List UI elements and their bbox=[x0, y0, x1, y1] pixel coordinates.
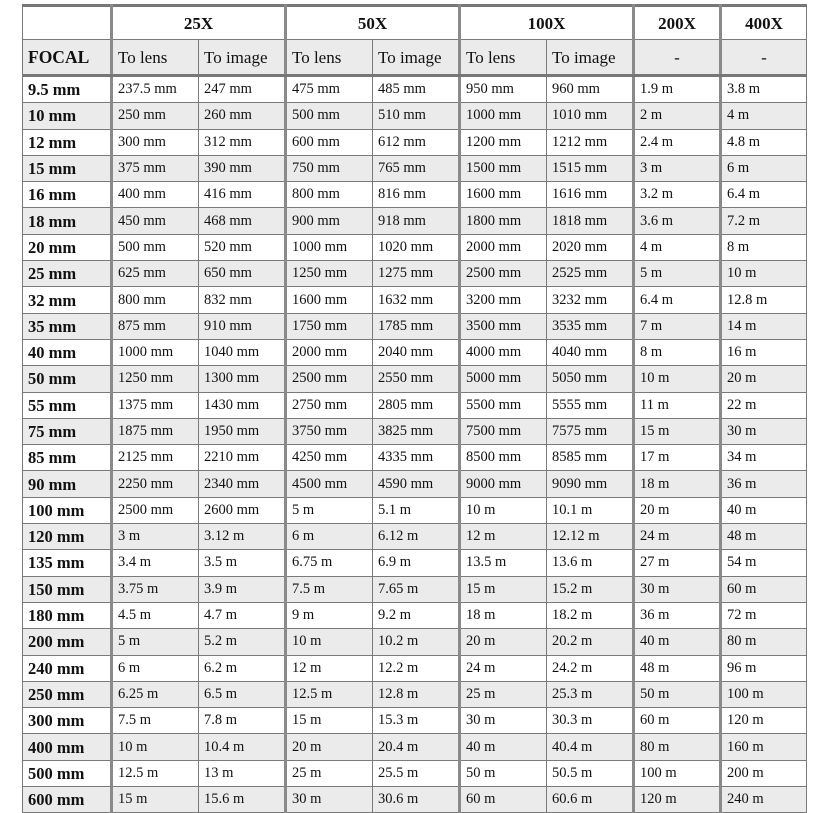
distance-cell: 1010 mm bbox=[547, 103, 634, 129]
distance-cell: 3.12 m bbox=[199, 524, 286, 550]
table-row bbox=[23, 103, 807, 129]
table-row bbox=[23, 445, 807, 471]
distance-cell: 1800 mm bbox=[460, 208, 547, 234]
distance-cell: 3.6 m bbox=[634, 208, 721, 234]
distance-cell: 1875 mm bbox=[112, 418, 199, 444]
group-header-50x: 50X bbox=[286, 6, 460, 40]
distance-cell: 30 m bbox=[721, 418, 807, 444]
sub-header-to-image: To image bbox=[199, 40, 286, 76]
distance-cell: 8585 mm bbox=[547, 445, 634, 471]
distance-cell: 24.2 m bbox=[547, 655, 634, 681]
distance-cell: 12.12 m bbox=[547, 524, 634, 550]
distance-cell: 2040 mm bbox=[373, 339, 460, 365]
distance-cell: 1750 mm bbox=[286, 313, 373, 339]
distance-cell: 6.5 m bbox=[199, 681, 286, 707]
distance-cell: 4 m bbox=[721, 103, 807, 129]
distance-cell: 20.4 m bbox=[373, 734, 460, 760]
distance-cell: 6 m bbox=[286, 524, 373, 550]
distance-cell: 2500 mm bbox=[286, 366, 373, 392]
focal-length-cell: 12 mm bbox=[23, 129, 112, 155]
distance-cell: 2340 mm bbox=[199, 471, 286, 497]
distance-cell: 10 m bbox=[286, 629, 373, 655]
distance-cell: 40 m bbox=[721, 497, 807, 523]
focal-distance-table-container bbox=[22, 4, 807, 813]
distance-cell: 1515 mm bbox=[547, 155, 634, 181]
distance-cell: 3.2 m bbox=[634, 182, 721, 208]
distance-cell: 625 mm bbox=[112, 261, 199, 287]
distance-cell: 1950 mm bbox=[199, 418, 286, 444]
distance-cell: 10 m bbox=[460, 497, 547, 523]
focal-length-cell: 40 mm bbox=[23, 339, 112, 365]
distance-cell: 7.65 m bbox=[373, 576, 460, 602]
distance-cell: 800 mm bbox=[112, 287, 199, 313]
distance-cell: 918 mm bbox=[373, 208, 460, 234]
distance-cell: 7500 mm bbox=[460, 418, 547, 444]
distance-cell: 13.6 m bbox=[547, 550, 634, 576]
sub-header-to-image: To image bbox=[547, 40, 634, 76]
distance-cell: 3.4 m bbox=[112, 550, 199, 576]
focal-length-cell: 50 mm bbox=[23, 366, 112, 392]
distance-cell: 765 mm bbox=[373, 155, 460, 181]
distance-cell: 612 mm bbox=[373, 129, 460, 155]
focal-length-cell: 32 mm bbox=[23, 287, 112, 313]
distance-cell: 3825 mm bbox=[373, 418, 460, 444]
table-row bbox=[23, 261, 807, 287]
distance-cell: 3.5 m bbox=[199, 550, 286, 576]
distance-cell: 960 mm bbox=[547, 76, 634, 103]
focal-length-cell: 240 mm bbox=[23, 655, 112, 681]
focal-distance-table bbox=[22, 4, 807, 813]
distance-cell: 2805 mm bbox=[373, 392, 460, 418]
table-row bbox=[23, 208, 807, 234]
focal-length-cell: 18 mm bbox=[23, 208, 112, 234]
distance-cell: 500 mm bbox=[286, 103, 373, 129]
distance-cell: 50 m bbox=[634, 681, 721, 707]
table-row bbox=[23, 708, 807, 734]
distance-cell: 510 mm bbox=[373, 103, 460, 129]
distance-cell: 2125 mm bbox=[112, 445, 199, 471]
distance-cell: 3535 mm bbox=[547, 313, 634, 339]
table-row bbox=[23, 734, 807, 760]
distance-cell: 96 m bbox=[721, 655, 807, 681]
distance-cell: 60 m bbox=[634, 708, 721, 734]
distance-cell: 390 mm bbox=[199, 155, 286, 181]
distance-cell: 8 m bbox=[634, 339, 721, 365]
distance-cell: 300 mm bbox=[112, 129, 199, 155]
distance-cell: 15.2 m bbox=[547, 576, 634, 602]
distance-cell: 5500 mm bbox=[460, 392, 547, 418]
focal-length-cell: 100 mm bbox=[23, 497, 112, 523]
distance-cell: 80 m bbox=[721, 629, 807, 655]
distance-cell: 3500 mm bbox=[460, 313, 547, 339]
group-header-100x: 100X bbox=[460, 6, 634, 40]
distance-cell: 650 mm bbox=[199, 261, 286, 287]
distance-cell: 1.9 m bbox=[634, 76, 721, 103]
distance-cell: 200 m bbox=[721, 760, 807, 786]
distance-cell: 5050 mm bbox=[547, 366, 634, 392]
focal-length-cell: 75 mm bbox=[23, 418, 112, 444]
distance-cell: 3.9 m bbox=[199, 576, 286, 602]
distance-cell: 6 m bbox=[112, 655, 199, 681]
distance-cell: 2000 mm bbox=[286, 339, 373, 365]
distance-cell: 7.8 m bbox=[199, 708, 286, 734]
table-row bbox=[23, 392, 807, 418]
distance-cell: 4000 mm bbox=[460, 339, 547, 365]
distance-cell: 48 m bbox=[721, 524, 807, 550]
distance-cell: 18 m bbox=[634, 471, 721, 497]
distance-cell: 2500 mm bbox=[460, 261, 547, 287]
table-row bbox=[23, 471, 807, 497]
distance-cell: 10.1 m bbox=[547, 497, 634, 523]
focal-length-cell: 500 mm bbox=[23, 760, 112, 786]
distance-cell: 9 m bbox=[286, 602, 373, 628]
magnification-header-row bbox=[23, 6, 807, 40]
focal-length-cell: 85 mm bbox=[23, 445, 112, 471]
distance-cell: 4590 mm bbox=[373, 471, 460, 497]
distance-cell: 5.2 m bbox=[199, 629, 286, 655]
distance-cell: 2550 mm bbox=[373, 366, 460, 392]
distance-cell: 20 m bbox=[460, 629, 547, 655]
distance-cell: 10 m bbox=[721, 261, 807, 287]
table-row bbox=[23, 129, 807, 155]
distance-cell: 12.5 m bbox=[112, 760, 199, 786]
distance-cell: 7 m bbox=[634, 313, 721, 339]
distance-cell: 24 m bbox=[460, 655, 547, 681]
focal-length-cell: 10 mm bbox=[23, 103, 112, 129]
distance-cell: 816 mm bbox=[373, 182, 460, 208]
distance-cell: 54 m bbox=[721, 550, 807, 576]
table-body bbox=[23, 76, 807, 813]
distance-cell: 9090 mm bbox=[547, 471, 634, 497]
distance-cell: 500 mm bbox=[112, 234, 199, 260]
distance-cell: 910 mm bbox=[199, 313, 286, 339]
sub-header-row bbox=[23, 40, 807, 76]
distance-cell: 800 mm bbox=[286, 182, 373, 208]
table-row bbox=[23, 366, 807, 392]
distance-cell: 10.2 m bbox=[373, 629, 460, 655]
distance-cell: 4.5 m bbox=[112, 602, 199, 628]
focal-length-cell: 400 mm bbox=[23, 734, 112, 760]
distance-cell: 2210 mm bbox=[199, 445, 286, 471]
focal-length-cell: 55 mm bbox=[23, 392, 112, 418]
distance-cell: 100 m bbox=[721, 681, 807, 707]
distance-cell: 1616 mm bbox=[547, 182, 634, 208]
sub-header-to-lens: To lens bbox=[460, 40, 547, 76]
distance-cell: 5000 mm bbox=[460, 366, 547, 392]
distance-cell: 50.5 m bbox=[547, 760, 634, 786]
group-header-25x: 25X bbox=[112, 6, 286, 40]
distance-cell: 15 m bbox=[634, 418, 721, 444]
distance-cell: 3200 mm bbox=[460, 287, 547, 313]
distance-cell: 832 mm bbox=[199, 287, 286, 313]
distance-cell: 80 m bbox=[634, 734, 721, 760]
distance-cell: 468 mm bbox=[199, 208, 286, 234]
distance-cell: 240 m bbox=[721, 787, 807, 813]
distance-cell: 60.6 m bbox=[547, 787, 634, 813]
distance-cell: 4.8 m bbox=[721, 129, 807, 155]
distance-cell: 24 m bbox=[634, 524, 721, 550]
focal-column-header: FOCAL bbox=[23, 40, 112, 76]
distance-cell: 12 m bbox=[286, 655, 373, 681]
group-header-200x: 200X bbox=[634, 6, 721, 40]
corner-cell bbox=[23, 6, 112, 40]
distance-cell: 1250 mm bbox=[112, 366, 199, 392]
distance-cell: 312 mm bbox=[199, 129, 286, 155]
table-row bbox=[23, 576, 807, 602]
distance-cell: 1375 mm bbox=[112, 392, 199, 418]
distance-cell: 40 m bbox=[460, 734, 547, 760]
distance-cell: 12.2 m bbox=[373, 655, 460, 681]
distance-cell: 30.6 m bbox=[373, 787, 460, 813]
table-row bbox=[23, 629, 807, 655]
focal-length-cell: 250 mm bbox=[23, 681, 112, 707]
distance-cell: 1785 mm bbox=[373, 313, 460, 339]
distance-cell: 34 m bbox=[721, 445, 807, 471]
distance-cell: 6.4 m bbox=[721, 182, 807, 208]
sub-header-to-lens: To lens bbox=[286, 40, 373, 76]
distance-cell: 4500 mm bbox=[286, 471, 373, 497]
distance-cell: 1275 mm bbox=[373, 261, 460, 287]
distance-cell: 900 mm bbox=[286, 208, 373, 234]
table-row bbox=[23, 182, 807, 208]
distance-cell: 2000 mm bbox=[460, 234, 547, 260]
distance-cell: 1200 mm bbox=[460, 129, 547, 155]
distance-cell: 1000 mm bbox=[286, 234, 373, 260]
distance-cell: 1300 mm bbox=[199, 366, 286, 392]
distance-cell: 15 m bbox=[112, 787, 199, 813]
table-row bbox=[23, 602, 807, 628]
distance-cell: 13 m bbox=[199, 760, 286, 786]
distance-cell: 485 mm bbox=[373, 76, 460, 103]
distance-cell: 18 m bbox=[460, 602, 547, 628]
distance-cell: 10 m bbox=[634, 366, 721, 392]
distance-cell: 36 m bbox=[634, 602, 721, 628]
table-row bbox=[23, 287, 807, 313]
distance-cell: 400 mm bbox=[112, 182, 199, 208]
distance-cell: 1250 mm bbox=[286, 261, 373, 287]
distance-cell: 36 m bbox=[721, 471, 807, 497]
distance-cell: 12 m bbox=[460, 524, 547, 550]
distance-cell: 15 m bbox=[286, 708, 373, 734]
distance-cell: 4.7 m bbox=[199, 602, 286, 628]
distance-cell: 3.75 m bbox=[112, 576, 199, 602]
distance-cell: 450 mm bbox=[112, 208, 199, 234]
distance-cell: 237.5 mm bbox=[112, 76, 199, 103]
distance-cell: 4335 mm bbox=[373, 445, 460, 471]
distance-cell: 60 m bbox=[721, 576, 807, 602]
distance-cell: 30 m bbox=[634, 576, 721, 602]
focal-length-cell: 300 mm bbox=[23, 708, 112, 734]
distance-cell: 1020 mm bbox=[373, 234, 460, 260]
distance-cell: 520 mm bbox=[199, 234, 286, 260]
distance-cell: 2.4 m bbox=[634, 129, 721, 155]
distance-cell: 4250 mm bbox=[286, 445, 373, 471]
focal-length-cell: 25 mm bbox=[23, 261, 112, 287]
distance-cell: 1600 mm bbox=[286, 287, 373, 313]
distance-cell: 48 m bbox=[634, 655, 721, 681]
distance-cell: 6.2 m bbox=[199, 655, 286, 681]
distance-cell: 5 m bbox=[286, 497, 373, 523]
distance-cell: 2250 mm bbox=[112, 471, 199, 497]
distance-cell: 4 m bbox=[634, 234, 721, 260]
distance-cell: 160 m bbox=[721, 734, 807, 760]
focal-length-cell: 90 mm bbox=[23, 471, 112, 497]
table-row bbox=[23, 760, 807, 786]
distance-cell: 260 mm bbox=[199, 103, 286, 129]
distance-cell: 416 mm bbox=[199, 182, 286, 208]
distance-cell: 25.5 m bbox=[373, 760, 460, 786]
distance-cell: 30.3 m bbox=[547, 708, 634, 734]
distance-cell: 1818 mm bbox=[547, 208, 634, 234]
distance-cell: 9000 mm bbox=[460, 471, 547, 497]
focal-length-cell: 180 mm bbox=[23, 602, 112, 628]
distance-cell: 1500 mm bbox=[460, 155, 547, 181]
table-row bbox=[23, 550, 807, 576]
distance-cell: 250 mm bbox=[112, 103, 199, 129]
distance-cell: 3232 mm bbox=[547, 287, 634, 313]
distance-cell: 25.3 m bbox=[547, 681, 634, 707]
distance-cell: 3.8 m bbox=[721, 76, 807, 103]
distance-cell: 2020 mm bbox=[547, 234, 634, 260]
table-row bbox=[23, 234, 807, 260]
table-row bbox=[23, 76, 807, 103]
distance-cell: 5.1 m bbox=[373, 497, 460, 523]
distance-cell: 5 m bbox=[634, 261, 721, 287]
distance-cell: 22 m bbox=[721, 392, 807, 418]
distance-cell: 247 mm bbox=[199, 76, 286, 103]
distance-cell: 3750 mm bbox=[286, 418, 373, 444]
distance-cell: 2750 mm bbox=[286, 392, 373, 418]
distance-cell: 5555 mm bbox=[547, 392, 634, 418]
distance-cell: 7575 mm bbox=[547, 418, 634, 444]
sub-header-dash: - bbox=[721, 40, 807, 76]
distance-cell: 3 m bbox=[634, 155, 721, 181]
focal-length-cell: 15 mm bbox=[23, 155, 112, 181]
distance-cell: 25 m bbox=[460, 681, 547, 707]
distance-cell: 100 m bbox=[634, 760, 721, 786]
distance-cell: 1040 mm bbox=[199, 339, 286, 365]
distance-cell: 1632 mm bbox=[373, 287, 460, 313]
distance-cell: 11 m bbox=[634, 392, 721, 418]
table-row bbox=[23, 339, 807, 365]
distance-cell: 6.4 m bbox=[634, 287, 721, 313]
focal-length-cell: 20 mm bbox=[23, 234, 112, 260]
table-row bbox=[23, 155, 807, 181]
distance-cell: 18.2 m bbox=[547, 602, 634, 628]
distance-cell: 4040 mm bbox=[547, 339, 634, 365]
distance-cell: 6.9 m bbox=[373, 550, 460, 576]
distance-cell: 950 mm bbox=[460, 76, 547, 103]
distance-cell: 12.5 m bbox=[286, 681, 373, 707]
distance-cell: 14 m bbox=[721, 313, 807, 339]
distance-cell: 20 m bbox=[634, 497, 721, 523]
distance-cell: 2600 mm bbox=[199, 497, 286, 523]
distance-cell: 15 m bbox=[460, 576, 547, 602]
distance-cell: 120 m bbox=[721, 708, 807, 734]
distance-cell: 27 m bbox=[634, 550, 721, 576]
distance-cell: 17 m bbox=[634, 445, 721, 471]
group-header-400x: 400X bbox=[721, 6, 807, 40]
focal-length-cell: 150 mm bbox=[23, 576, 112, 602]
distance-cell: 25 m bbox=[286, 760, 373, 786]
distance-cell: 600 mm bbox=[286, 129, 373, 155]
distance-cell: 6.25 m bbox=[112, 681, 199, 707]
distance-cell: 40.4 m bbox=[547, 734, 634, 760]
distance-cell: 12.8 m bbox=[373, 681, 460, 707]
distance-cell: 60 m bbox=[460, 787, 547, 813]
distance-cell: 7.2 m bbox=[721, 208, 807, 234]
distance-cell: 1600 mm bbox=[460, 182, 547, 208]
distance-cell: 750 mm bbox=[286, 155, 373, 181]
distance-cell: 10.4 m bbox=[199, 734, 286, 760]
distance-cell: 6 m bbox=[721, 155, 807, 181]
table-row bbox=[23, 497, 807, 523]
distance-cell: 50 m bbox=[460, 760, 547, 786]
table-row bbox=[23, 681, 807, 707]
distance-cell: 375 mm bbox=[112, 155, 199, 181]
distance-cell: 2525 mm bbox=[547, 261, 634, 287]
sub-header-dash: - bbox=[634, 40, 721, 76]
distance-cell: 2 m bbox=[634, 103, 721, 129]
distance-cell: 20.2 m bbox=[547, 629, 634, 655]
distance-cell: 875 mm bbox=[112, 313, 199, 339]
distance-cell: 30 m bbox=[460, 708, 547, 734]
table-row bbox=[23, 655, 807, 681]
focal-length-cell: 135 mm bbox=[23, 550, 112, 576]
distance-cell: 7.5 m bbox=[112, 708, 199, 734]
distance-cell: 1430 mm bbox=[199, 392, 286, 418]
focal-length-cell: 16 mm bbox=[23, 182, 112, 208]
distance-cell: 20 m bbox=[721, 366, 807, 392]
distance-cell: 3 m bbox=[112, 524, 199, 550]
distance-cell: 15.6 m bbox=[199, 787, 286, 813]
table-row bbox=[23, 418, 807, 444]
distance-cell: 8500 mm bbox=[460, 445, 547, 471]
distance-cell: 9.2 m bbox=[373, 602, 460, 628]
distance-cell: 1000 mm bbox=[112, 339, 199, 365]
sub-header-to-lens: To lens bbox=[112, 40, 199, 76]
distance-cell: 16 m bbox=[721, 339, 807, 365]
distance-cell: 7.5 m bbox=[286, 576, 373, 602]
distance-cell: 10 m bbox=[112, 734, 199, 760]
distance-cell: 120 m bbox=[634, 787, 721, 813]
distance-cell: 8 m bbox=[721, 234, 807, 260]
table-row bbox=[23, 524, 807, 550]
distance-cell: 30 m bbox=[286, 787, 373, 813]
distance-cell: 13.5 m bbox=[460, 550, 547, 576]
table-row bbox=[23, 313, 807, 339]
distance-cell: 40 m bbox=[634, 629, 721, 655]
distance-cell: 5 m bbox=[112, 629, 199, 655]
focal-length-cell: 600 mm bbox=[23, 787, 112, 813]
sub-header-to-image: To image bbox=[373, 40, 460, 76]
distance-cell: 1212 mm bbox=[547, 129, 634, 155]
distance-cell: 72 m bbox=[721, 602, 807, 628]
focal-length-cell: 200 mm bbox=[23, 629, 112, 655]
distance-cell: 475 mm bbox=[286, 76, 373, 103]
focal-length-cell: 9.5 mm bbox=[23, 76, 112, 103]
focal-length-cell: 120 mm bbox=[23, 524, 112, 550]
distance-cell: 1000 mm bbox=[460, 103, 547, 129]
distance-cell: 6.75 m bbox=[286, 550, 373, 576]
distance-cell: 15.3 m bbox=[373, 708, 460, 734]
distance-cell: 2500 mm bbox=[112, 497, 199, 523]
focal-length-cell: 35 mm bbox=[23, 313, 112, 339]
distance-cell: 12.8 m bbox=[721, 287, 807, 313]
distance-cell: 20 m bbox=[286, 734, 373, 760]
distance-cell: 6.12 m bbox=[373, 524, 460, 550]
